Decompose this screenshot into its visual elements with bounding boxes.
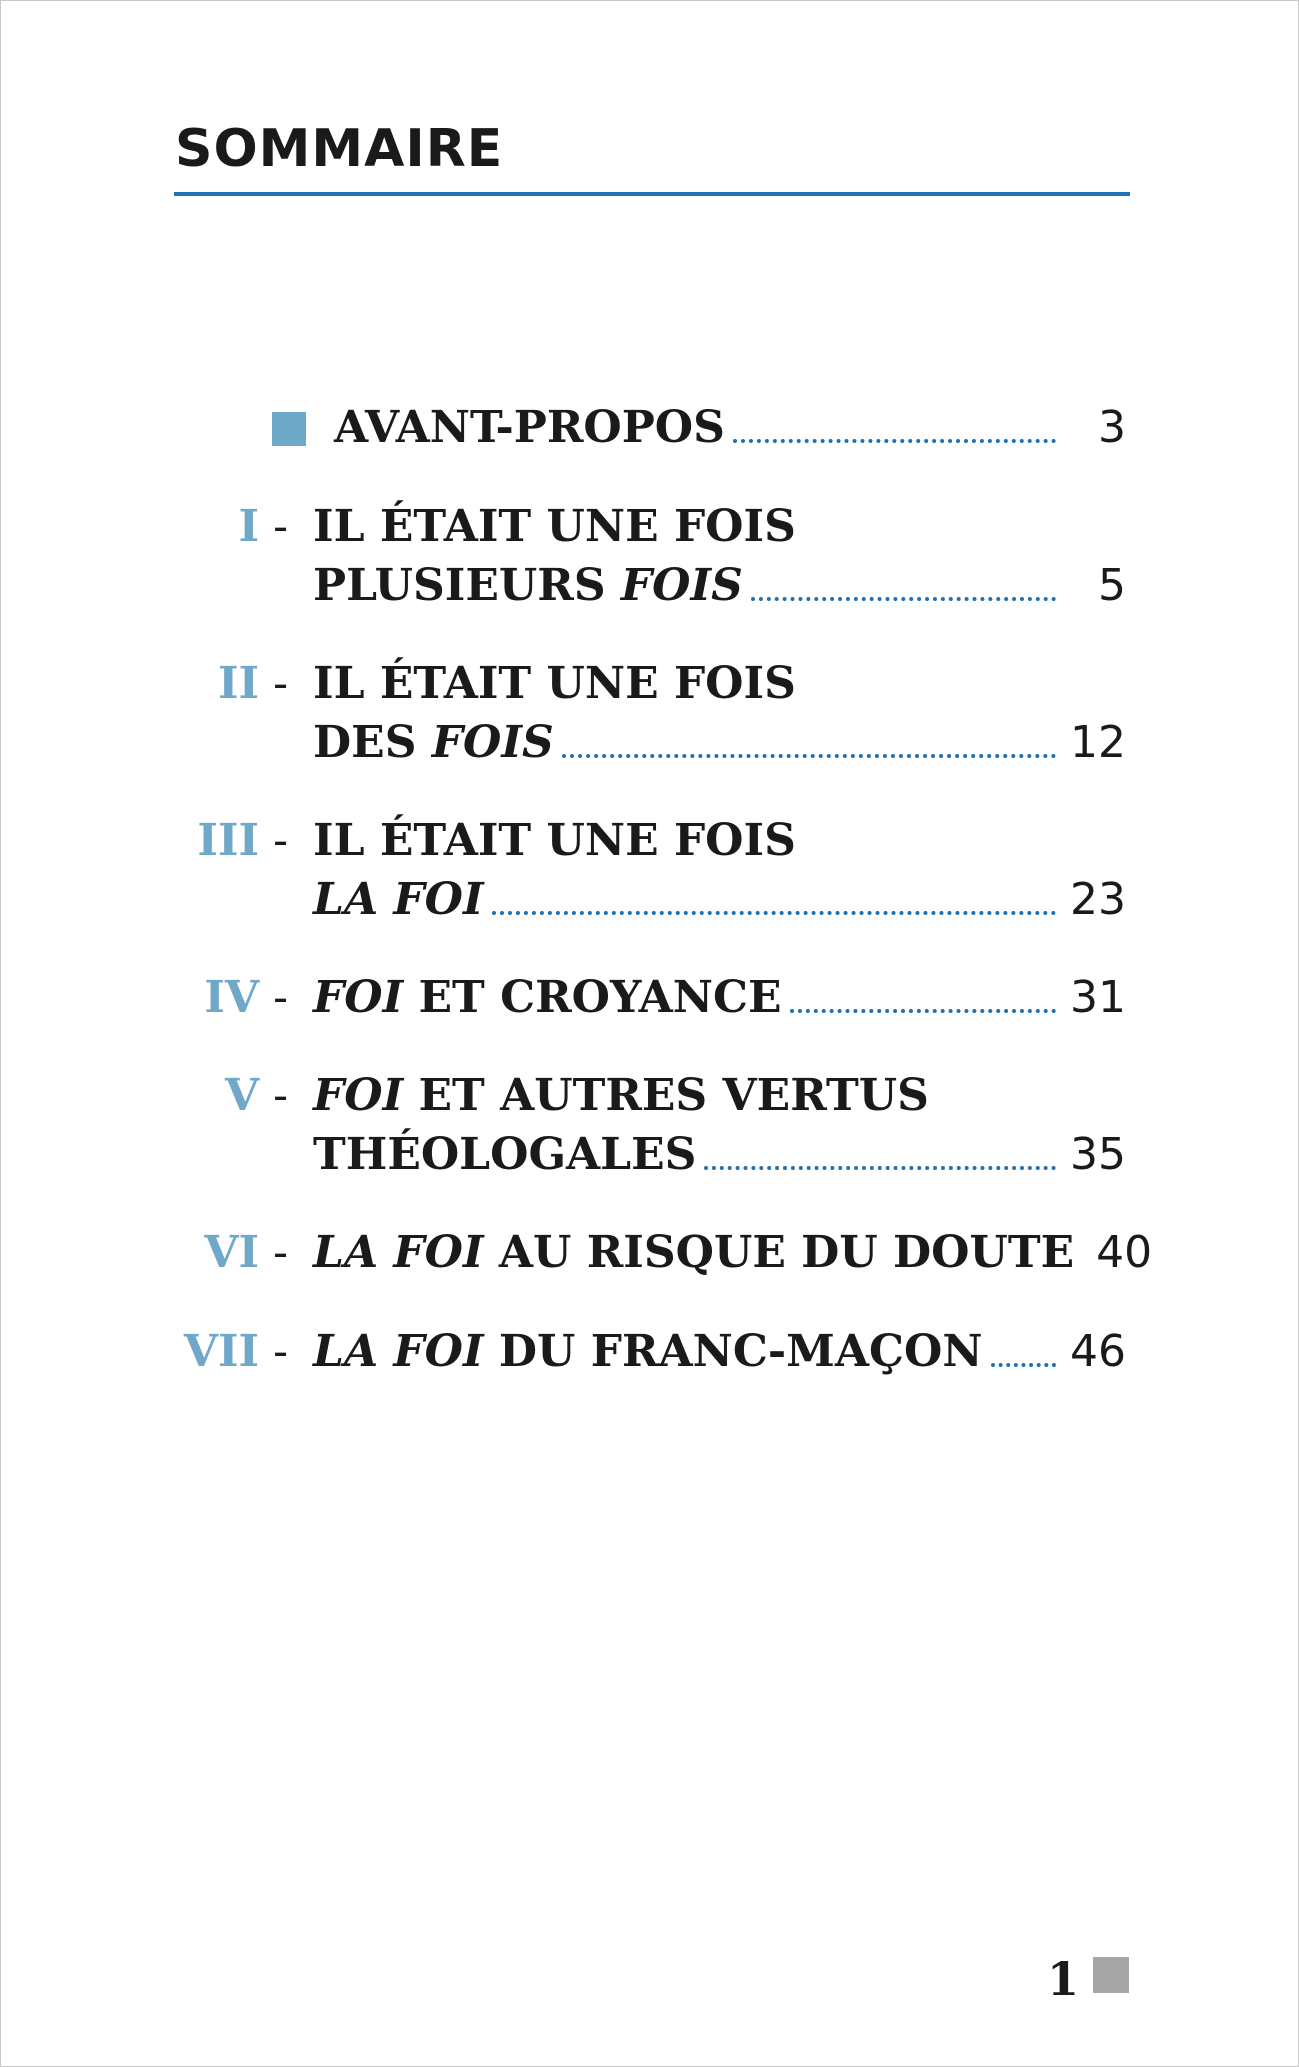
toc-entry-label: FOI ET CROYANCE [313,972,782,1023]
toc-entry-vi[interactable] [313,1224,1153,1282]
toc-page-number: 3 [1098,402,1126,453]
toc-numeral-v: V - [224,1070,288,1121]
toc-entry-i-line2[interactable] [313,557,1126,615]
toc-page-number: 46 [1070,1326,1126,1377]
footer-page-number: 1 [1047,1952,1080,2006]
toc-entry-v-line2[interactable] [313,1126,1126,1184]
table-of-contents [1,1,1298,2066]
toc-numeral-iii: III - [197,815,288,866]
toc-page-number: 5 [1098,560,1126,611]
dot-leader [704,1166,1056,1170]
toc-page-number: 31 [1070,972,1126,1023]
toc-numeral-ii: II - [217,658,288,709]
toc-entry-label: IL ÉTAIT UNE FOIS [313,815,796,866]
toc-entry-label: THÉOLOGALES [313,1129,697,1180]
toc-numeral-iv: IV - [204,972,288,1023]
toc-page-number: 12 [1070,717,1126,768]
toc-entry-iii-line2[interactable] [313,871,1126,929]
toc-entry-label: LA FOI DU FRANC-MAÇON [313,1326,983,1377]
toc-entry-label: LA FOI [313,874,484,925]
toc-entry-iii-line1[interactable] [313,812,1126,870]
dot-leader [751,597,1056,601]
toc-entry-label: LA FOI AU RISQUE DU DOUTE [313,1227,1075,1278]
page-title: SOMMAIRE [175,119,504,179]
toc-entry-label: DES FOIS [313,717,554,768]
toc-entry-label: IL ÉTAIT UNE FOIS [313,501,796,552]
toc-entry-label: IL ÉTAIT UNE FOIS [313,658,796,709]
toc-numeral-vi: VI - [204,1227,288,1278]
dot-leader [733,439,1056,443]
toc-page-number: 23 [1070,874,1126,925]
toc-entry-avant-propos[interactable] [334,399,1126,457]
toc-entry-i-line1[interactable] [313,498,1126,556]
toc-entry-ii-line2[interactable] [313,714,1126,772]
toc-numeral-vii: VII - [183,1326,288,1377]
toc-entry-label: AVANT-PROPOS [334,402,725,453]
toc-page-number: 40 [1096,1227,1153,1278]
dot-leader [991,1363,1056,1367]
bullet-square-icon [272,412,306,446]
toc-entry-iv[interactable] [313,969,1126,1027]
toc-entry-label: FOI ET AUTRES VERTUS [313,1070,929,1121]
toc-entry-ii-line1[interactable] [313,655,1126,713]
toc-numeral-i: I - [238,501,288,552]
dot-leader [790,1009,1057,1013]
toc-entry-vii[interactable] [313,1323,1126,1381]
dot-leader [492,911,1056,915]
dot-leader [562,754,1056,758]
toc-page-number: 35 [1070,1129,1126,1180]
footer-square-icon [1093,1957,1129,1993]
toc-entry-v-line1[interactable] [313,1067,1126,1125]
toc-entry-label: PLUSIEURS FOIS [313,560,743,611]
